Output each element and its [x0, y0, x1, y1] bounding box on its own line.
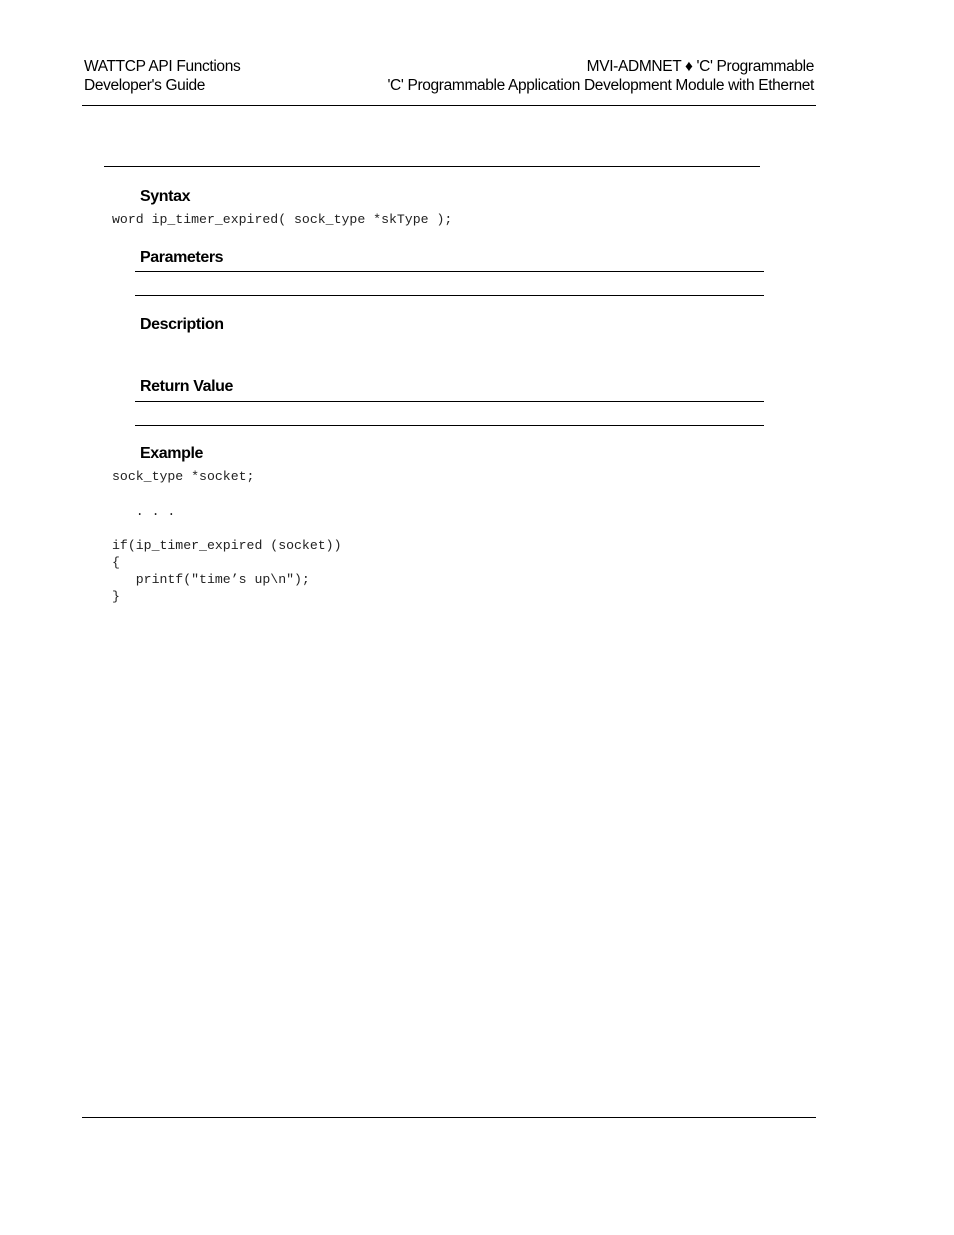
return-table-bottom-rule [135, 425, 764, 426]
header-section-title: WATTCP API Functions [84, 58, 241, 75]
syntax-heading: Syntax [140, 188, 191, 205]
header-guide-title: Developer's Guide [84, 77, 206, 94]
header-product-subtitle: 'C' Programmable Application Development Module with Ethernet [387, 77, 814, 94]
parameters-table-bottom-rule [135, 295, 764, 296]
example-code-declaration: sock_type *socket; [112, 469, 255, 484]
return-value-heading: Return Value [140, 378, 234, 395]
description-heading: Description [140, 316, 224, 333]
header-right [387, 57, 814, 95]
header-product-title: MVI-ADMNET ♦ 'C' Programmable [586, 58, 814, 75]
function-title-rule [104, 166, 760, 167]
footer-rule [82, 1117, 816, 1118]
syntax-code: word ip_timer_expired( sock_type *skType ); [112, 212, 453, 227]
example-code-ellipsis: . . . [112, 504, 176, 519]
parameters-heading: Parameters [140, 249, 224, 266]
example-heading: Example [140, 445, 204, 462]
example-code-block: if(ip_timer_expired (socket)) { printf("time’s up\n"); } [112, 538, 342, 604]
return-table-top-rule [135, 401, 764, 402]
header-left [84, 57, 240, 95]
header-rule [82, 105, 816, 106]
parameters-table-top-rule [135, 271, 764, 272]
